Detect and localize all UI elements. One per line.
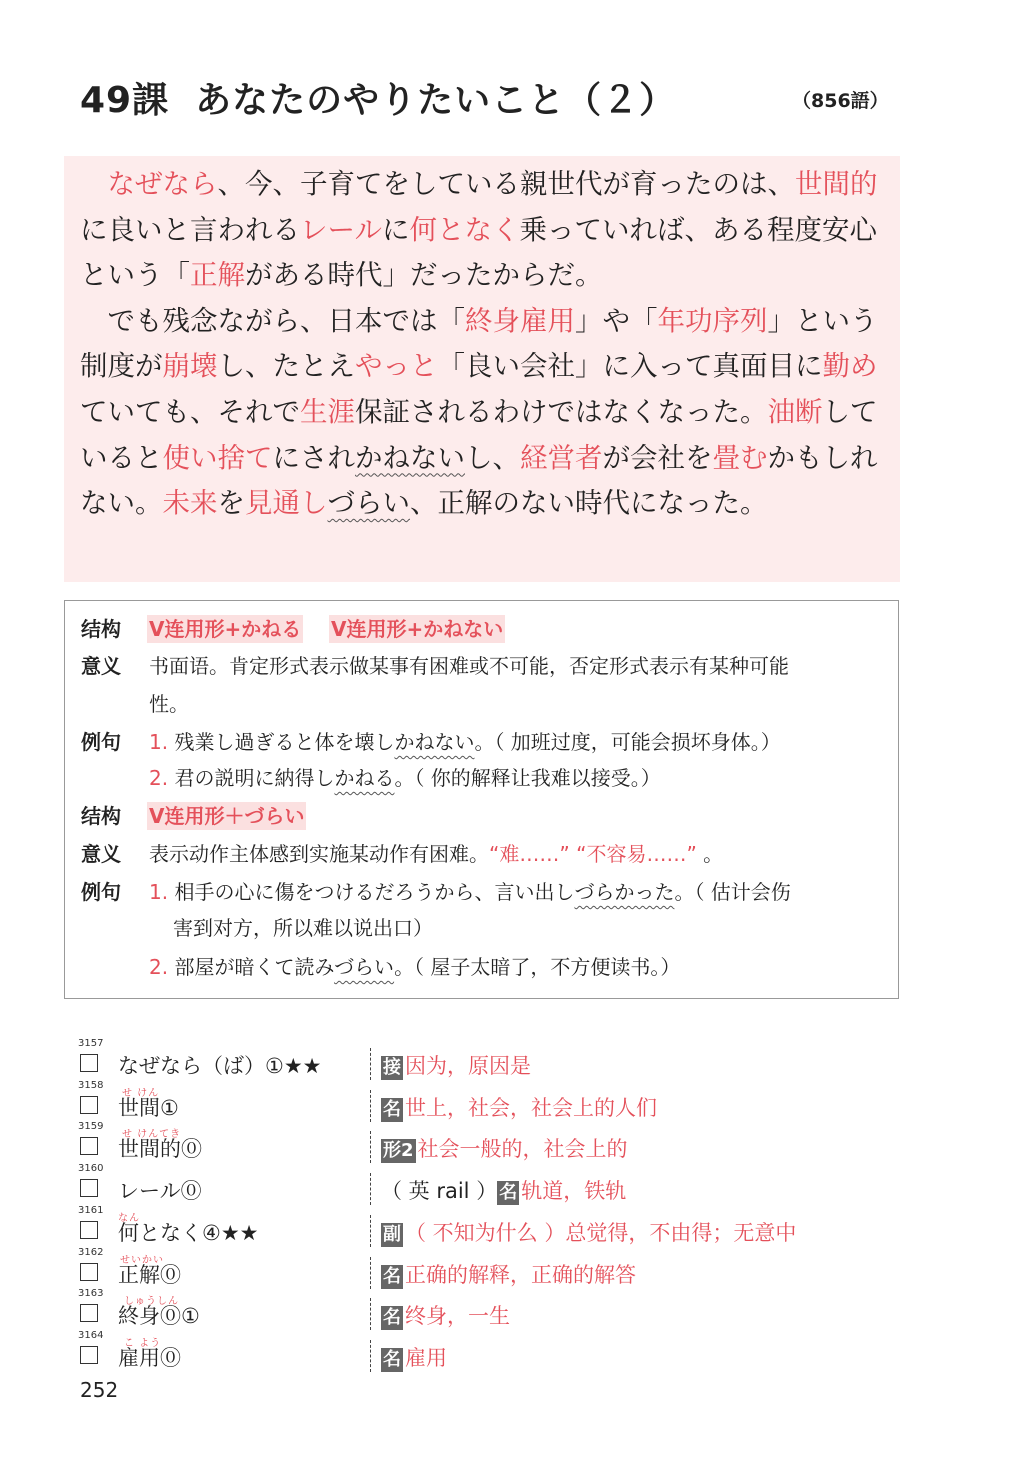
text-segment: 、正解のない時代になった。 <box>410 487 768 520</box>
checkbox[interactable] <box>80 1304 98 1322</box>
vocab-definition <box>381 1175 626 1205</box>
checkbox[interactable] <box>80 1054 98 1072</box>
vocab-item <box>0 1288 1024 1330</box>
vocab-item <box>0 1163 1024 1205</box>
highlighted-word: 未来 <box>162 487 218 520</box>
vocab-number: 3158 <box>78 1079 104 1091</box>
vocab-item <box>0 1121 1024 1163</box>
vocab-definition <box>381 1342 447 1372</box>
highlighted-word: 2. <box>149 955 175 979</box>
vocab-item <box>0 1038 1024 1080</box>
grammar-pattern-zurai: V连用形＋づらい <box>149 804 305 828</box>
text-segment: し、たとえ <box>217 350 355 383</box>
highlighted-word: 何となく <box>409 213 520 246</box>
lesson-title-text: あなたのやりたいこと（２） <box>195 80 677 121</box>
definition-text: （ 英 rail ） <box>381 1179 498 1204</box>
page-number: 252 <box>80 1378 119 1402</box>
vocab-item <box>0 1205 1024 1247</box>
text-segment: ていても、それで <box>80 395 300 428</box>
definition-text: 社会一般的，社会上的 <box>417 1137 628 1162</box>
highlighted-word: 勤め <box>822 350 878 383</box>
grammar-highlight: かねる <box>334 766 395 790</box>
text-segment: 残業し過ぎると体を壊し <box>174 730 395 754</box>
text-segment: 部屋が暗くて読み <box>174 955 335 979</box>
checkbox[interactable] <box>80 1263 98 1281</box>
text-segment: にされ <box>272 441 355 474</box>
vocab-item <box>0 1330 1024 1372</box>
grammar-highlight: かねない <box>394 730 475 754</box>
example-label: 例句 <box>81 730 121 754</box>
separator <box>370 1257 371 1289</box>
example-sentence <box>149 878 791 906</box>
vocab-number: 3161 <box>78 1204 104 1216</box>
separator <box>370 1090 371 1122</box>
furigana: なん <box>118 1212 140 1224</box>
highlighted-word: 畳む <box>712 441 768 474</box>
furigana: しゅうしん <box>124 1296 179 1308</box>
vocab-definition <box>381 1300 510 1330</box>
vocab-definition <box>381 1259 636 1289</box>
highlighted-word: 油断 <box>767 395 823 428</box>
highlighted-word: 見通し <box>245 487 328 520</box>
meaning-label: 意义 <box>81 842 121 866</box>
grammar-box <box>64 600 899 999</box>
vocab-item <box>0 1247 1024 1289</box>
example-sentence <box>149 953 680 981</box>
definition-text: 雇用 <box>405 1345 447 1370</box>
vocab-number: 3162 <box>78 1246 104 1258</box>
vocab-number: 3163 <box>78 1288 104 1300</box>
example-sentence <box>149 764 661 792</box>
text-segment: 。（ 你的解释让我难以接受。） <box>394 766 661 790</box>
text-segment: 、今、子育てをしている親世代が育ったのは、 <box>217 168 795 200</box>
text-segment: でも残念ながら、日本では「 <box>107 304 465 337</box>
part-of-speech-tag: 名 <box>499 1182 518 1204</box>
text-segment: に <box>381 213 410 246</box>
lesson-title <box>80 72 676 123</box>
vocab-number: 3160 <box>78 1163 104 1175</box>
highlighted-word: レール <box>300 213 382 246</box>
part-of-speech-tag: 接 <box>383 1057 401 1078</box>
word-count: （856語） <box>792 90 889 112</box>
checkbox[interactable] <box>80 1221 98 1239</box>
highlighted-word: やっと <box>355 350 438 383</box>
vocab-definition <box>381 1050 531 1080</box>
grammar-highlight: づらい <box>334 955 395 979</box>
highlighted-word: 1. <box>149 730 175 754</box>
part-of-speech-tag: 名 <box>383 1348 401 1370</box>
definition-text: 正确的解释，正确的解答 <box>405 1262 636 1287</box>
text-segment: かもしれない。 <box>80 441 878 520</box>
highlighted-word: なぜなら <box>107 168 218 200</box>
text-segment: 君の説明に納得し <box>174 766 335 790</box>
text-segment: 。 <box>696 842 724 866</box>
vocab-number: 3164 <box>78 1329 104 1341</box>
part-of-speech-tag: 名 <box>383 1307 401 1329</box>
highlighted-word: “不容易……” <box>576 842 697 866</box>
separator <box>370 1340 371 1372</box>
definition-text: （ 不知为什么 ）总觉得，不由得；无意中 <box>405 1220 797 1245</box>
text-segment: が会社を <box>602 441 713 474</box>
furigana: こ よう <box>124 1337 162 1349</box>
highlighted-word: 生涯 <box>300 395 355 428</box>
text-segment: し、 <box>465 441 520 474</box>
part-of-speech-tag: 名 <box>383 1265 401 1287</box>
separator <box>370 1173 371 1205</box>
text-segment: 。（ 屋子太暗了，不方便读书。） <box>394 955 681 979</box>
separator <box>370 1048 371 1080</box>
text-segment: 」という制度が <box>80 304 878 383</box>
text-segment: 相手の心に傷をつけるだろうから、言い出し <box>174 880 575 904</box>
text-segment: 乗っていれば、ある程度安心という「 <box>80 213 877 292</box>
furigana: せ けんてき <box>122 1129 182 1141</box>
text-segment: に良いと言われる <box>80 213 300 246</box>
vocab-word: 終身⓪① <box>118 1304 200 1329</box>
vocab-word: 何となく④★★ <box>118 1220 259 1245</box>
reading-passage <box>64 156 900 582</box>
highlighted-word: 2. <box>149 766 175 790</box>
vocab-word: レール⓪ <box>118 1179 202 1204</box>
part-of-speech-tag: 名 <box>383 1098 401 1120</box>
passage-paragraph-2 <box>80 299 884 527</box>
text-segment: 。（ 估计会伤 <box>674 880 791 904</box>
lesson-number: 49課 <box>80 80 170 121</box>
vocab-word: 雇用⓪ <box>118 1345 181 1370</box>
meaning-label: 意义 <box>81 654 121 678</box>
passage-paragraph-1 <box>80 162 884 299</box>
highlighted-word: “难……” <box>489 842 570 866</box>
text-segment: 。（ 加班过度，可能会损坏身体。） <box>474 730 781 754</box>
meaning-text: 书面语。肯定形式表示做某事有困难或不可能，否定形式表示有某种可能 <box>149 654 789 678</box>
separator <box>370 1131 371 1163</box>
checkbox[interactable] <box>80 1137 98 1155</box>
highlighted-word: 1. <box>149 880 175 904</box>
vocab-word: 正解⓪ <box>118 1262 181 1287</box>
vocab-word: 世間① <box>118 1095 179 1120</box>
highlighted-word: 使い捨て <box>162 441 273 474</box>
grammar-highlight: づらかった <box>574 880 675 904</box>
grammar-highlight: かねない <box>355 441 465 474</box>
vocab-definition <box>381 1133 628 1163</box>
text-segment: 「良い会社」に入って真面目に <box>437 350 823 383</box>
highlighted-word: 経営者 <box>520 441 603 474</box>
checkbox[interactable] <box>80 1346 98 1364</box>
vocab-definition <box>381 1217 796 1247</box>
highlighted-word: 年功序列 <box>657 304 768 337</box>
vocab-item <box>0 1080 1024 1122</box>
checkbox[interactable] <box>80 1179 98 1197</box>
separator <box>370 1298 371 1330</box>
example-sentence <box>149 728 781 756</box>
highlighted-word: 正解 <box>190 259 245 292</box>
highlighted-word: 終身雇用 <box>465 304 575 337</box>
part-of-speech-tag: 副 <box>383 1223 401 1245</box>
grammar-highlight: づらい <box>327 487 410 520</box>
text-segment: 保証されるわけではなくなった。 <box>355 395 768 428</box>
furigana: せいかい <box>120 1254 164 1266</box>
grammar-pattern-kaneru: V连用形+かねる <box>149 617 302 641</box>
checkbox[interactable] <box>80 1096 98 1114</box>
highlighted-word: 世間的 <box>795 168 878 200</box>
grammar-pattern-kanenai: V连用形+かねない <box>331 617 504 641</box>
meaning-text <box>149 840 723 868</box>
text-segment: 」や「 <box>575 304 658 337</box>
meaning-text-cont: 性。 <box>149 692 189 716</box>
example-sentence-cont: 害到对方，所以难以说出口） <box>173 916 433 940</box>
definition-text: 世上，社会，社会上的人们 <box>405 1095 657 1120</box>
highlighted-word: 崩壊 <box>162 350 218 383</box>
vocab-word: なぜなら（ば）①★★ <box>118 1054 322 1078</box>
vocab-definition <box>381 1092 657 1122</box>
example-label: 例句 <box>81 880 121 904</box>
text-segment: を <box>217 487 245 520</box>
definition-text: 因为，原因是 <box>405 1054 531 1078</box>
vocab-number: 3159 <box>78 1121 104 1133</box>
text-segment: がある時代」だったからだ。 <box>245 259 603 292</box>
definition-text: 轨道，铁轨 <box>521 1179 627 1204</box>
vocab-word: 世間的⓪ <box>118 1137 202 1162</box>
structure-label: 结构 <box>81 617 121 641</box>
structure-label: 结构 <box>81 804 121 828</box>
furigana: せ けん <box>122 1087 160 1099</box>
separator <box>370 1215 371 1247</box>
part-of-speech-tag: 形2 <box>383 1140 414 1162</box>
vocab-number: 3157 <box>78 1038 104 1049</box>
definition-text: 终身，一生 <box>405 1304 510 1329</box>
text-segment: していると <box>80 395 878 474</box>
text-segment: 表示动作主体感到实施某动作有困难。 <box>149 842 489 866</box>
